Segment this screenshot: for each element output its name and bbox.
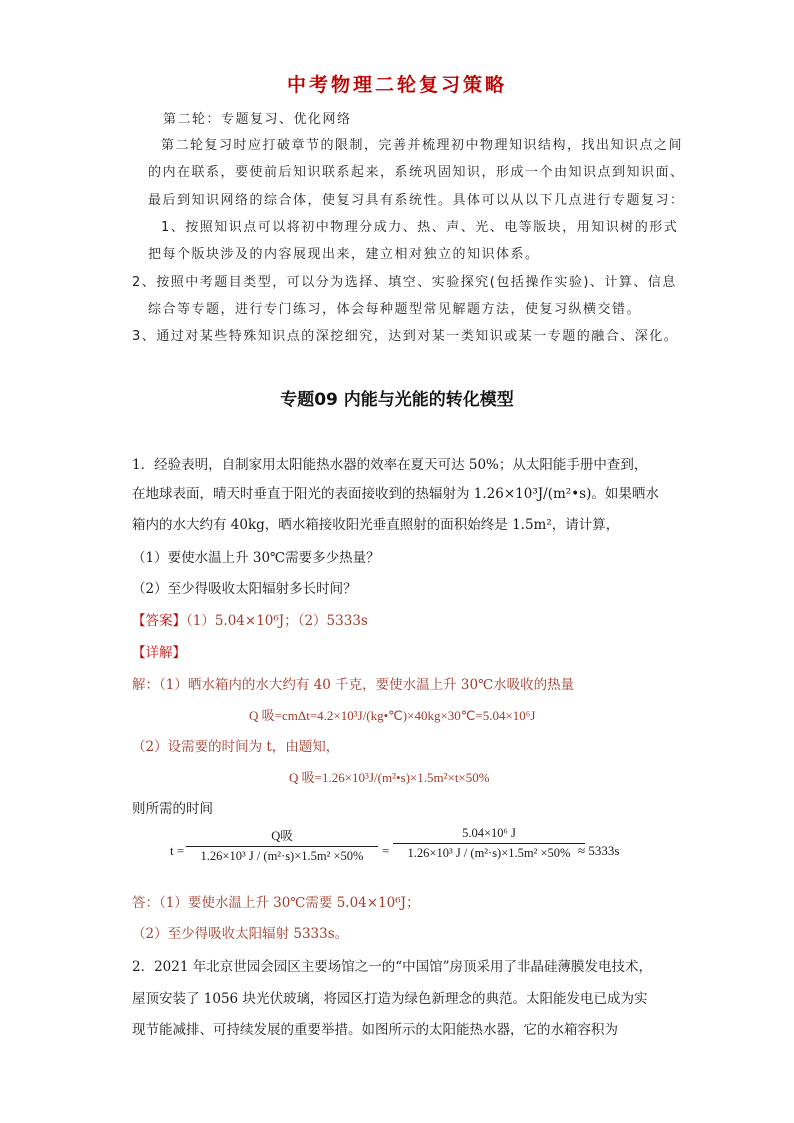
intro-line-2: 的内在联系，要使前后知识联系起来，系统巩固知识，形成一个由知识点到知识面、 bbox=[148, 165, 685, 180]
equation-3-fraction-1 bbox=[186, 826, 378, 864]
intro-line-1: 第二轮复习时应打破章节的限制，完善并梳理初中物理知识结构，找出知识点之间 bbox=[161, 138, 684, 153]
equation-3-fraction-2 bbox=[393, 826, 585, 861]
equation-3-result: ≈ 5333s bbox=[578, 843, 620, 858]
answer-text: （1）5.04×10⁶J；（2）5333s bbox=[186, 613, 368, 629]
point-2-line-1: 2、按照中考题目类型，可以分为选择、填空、实验探究(包括操作实验)、计算、信息 bbox=[132, 275, 677, 290]
q1-line-1: 1．经验表明，自制家用太阳能热水器的效率在夏天可达 50%；从太阳能手册中查到， bbox=[132, 457, 648, 473]
section-title: 专题09 内能与光能的转化模型 bbox=[280, 390, 514, 410]
q2-line-1: 2．2021 年北京世园会园区主要场馆之一的“中国馆”房顶采用了非晶硅薄膜发电技术， bbox=[132, 959, 653, 975]
q1-line-3: 箱内的水大约有 40kg，晒水箱接收阳光垂直照射的面积始终是 1.5m²，请计算， bbox=[132, 517, 620, 533]
point-3: 3、通过对某些特殊知识点的深挖细究，达到对某一类知识或某一专题的融合、深化。 bbox=[132, 329, 679, 344]
equation-1: Q 吸=cmΔt=4.2×10³J/(kg•℃)×40kg×30℃=5.04×10⁶J bbox=[249, 708, 536, 723]
round2-heading: 第二轮：专题复习、优化网络 bbox=[163, 112, 352, 127]
point-2-line-2: 综合等专题，进行专门练习，体会每种题型常见解题方法，使复习纵横交错。 bbox=[148, 302, 642, 317]
q2-line-2: 屋顶安装了 1056 块光伏玻璃，将园区打造为绿色新理念的典范。太阳能发电已成为实 bbox=[132, 991, 648, 1007]
solution-line-2: （2）设需要的时间为 t，由题知， bbox=[132, 739, 340, 755]
fraction-2-numerator: 5.04×10⁶ J bbox=[393, 826, 585, 844]
answer-label: 【答案】 bbox=[132, 613, 186, 629]
equation-2: Q 吸=1.26×10³J/(m²•s)×1.5m²×t×50% bbox=[289, 770, 490, 785]
equation-3-lhs: t = bbox=[170, 843, 185, 858]
intro-line-3: 最后到知识网络的综合体，使复习具有系统性。具体可以从以下几点进行专题复习： bbox=[148, 193, 685, 208]
q1-line-2: 在地球表面，晴天时垂直于阳光的表面接收到的热辐射为 1.26×10³J/(m²•s)。如果晒水 bbox=[132, 486, 659, 502]
equation-3-equals: = bbox=[382, 843, 390, 858]
solution-line-1: 解：（1）晒水箱内的水大约有 40 千克，要使水温上升 30℃水吸收的热量 bbox=[132, 677, 575, 693]
q1-sub-2: （2）至少得吸收太阳辐射多长时间？ bbox=[132, 581, 357, 597]
final-answer-2: （2）至少得吸收太阳辐射 5333s。 bbox=[132, 926, 349, 942]
answer-line bbox=[132, 609, 368, 629]
fraction-1-denominator: 1.26×10³ J / (m²·s)×1.5m² ×50% bbox=[200, 849, 364, 863]
fraction-2-denominator: 1.26×10³ J / (m²·s)×1.5m² ×50% bbox=[407, 846, 571, 860]
point-1-line-2: 把每个版块涉及的内容展现出来，建立相对独立的知识体系。 bbox=[148, 247, 540, 262]
fraction-1-numerator: Q吸 bbox=[186, 826, 378, 847]
q1-sub-1: （1）要使水温上升 30℃需要多少热量？ bbox=[132, 550, 380, 566]
point-1-line-1: 1、按照知识点可以将初中物理分成力、热、声、光、电等版块，用知识树的形式 bbox=[161, 220, 679, 235]
final-answer-1: 答：（1）要使水温上升 30℃需要 5.04×10⁶J； bbox=[132, 895, 420, 911]
detail-label: 【详解】 bbox=[132, 645, 186, 661]
q2-line-3: 现节能减排、可持续发展的重要举措。如图所示的太阳能热水器，它的水箱容积为 bbox=[132, 1022, 618, 1038]
solution-line-3: 则所需的时间 bbox=[132, 801, 213, 817]
page-title: 中考物理二轮复习策略 bbox=[286, 74, 507, 96]
